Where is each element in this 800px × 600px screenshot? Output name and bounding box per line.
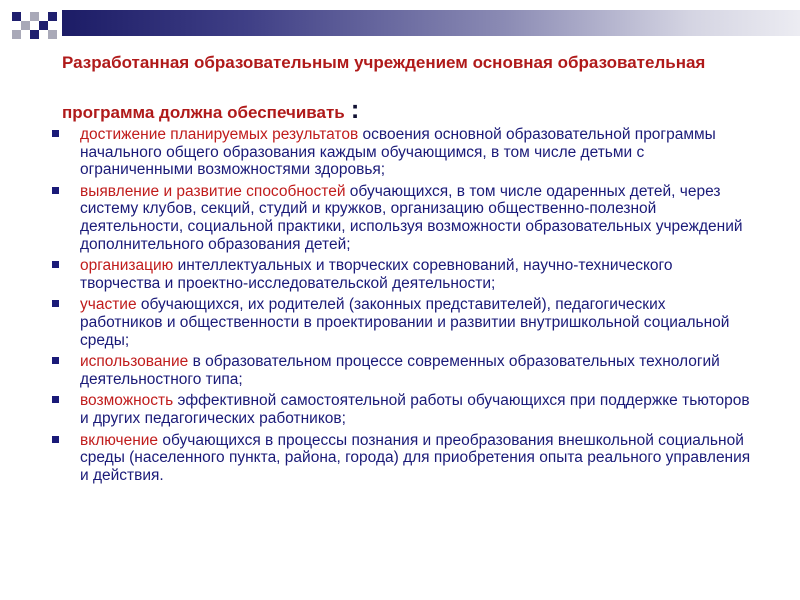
bullet-item (52, 257, 752, 292)
corner-square-decoration (48, 30, 57, 39)
slide-title-text: Разработанная образовательным учреждением основная образовательная программа должна обеспечивать (62, 53, 706, 122)
corner-square-decoration (21, 21, 30, 30)
slide-title-colon: : (350, 94, 360, 124)
bullet-key-phrase: возможность (80, 392, 174, 410)
bullet-list (52, 126, 752, 488)
bullet-key-phrase: организацию (80, 257, 174, 275)
corner-square-decoration (48, 12, 57, 21)
bullet-item (52, 392, 752, 427)
slide-title (62, 40, 762, 136)
bullet-item (52, 432, 752, 485)
bullet-text: обучающихся в процессы познания и преобразования внешкольной социальной среды (населенного пункта, района, города) для приобретения опыта реального управления и действия. (80, 431, 751, 484)
bullet-square-icon (52, 300, 59, 307)
bullet-key-phrase: включение (80, 431, 159, 449)
bullet-square-icon (52, 436, 59, 443)
corner-square-decoration (30, 30, 39, 39)
bullet-square-icon (52, 357, 59, 364)
bullet-item (52, 126, 752, 179)
corner-square-decoration (12, 30, 21, 39)
bullet-text: интеллектуальных и творческих соревнований, научно-технического творчества и проектно-исследовательской деятельности; (80, 257, 673, 292)
bullet-text: обучающихся, в том числе одаренных детей, через систему клубов, секций, студий и кружков, организацию общественно-полезной деятельности, социальной практики, используя возможности образовательных учреждений дополнительного образования детей; (80, 182, 743, 253)
bullet-square-icon (52, 261, 59, 268)
bullet-key-phrase: выявление и развитие способностей (80, 182, 346, 200)
bullet-item (52, 183, 752, 253)
bullet-square-icon (52, 130, 59, 137)
bullet-text: в образовательном процессе современных образовательных технологий деятельностного типа; (80, 353, 720, 388)
bullet-key-phrase: использование (80, 353, 189, 371)
bullet-text: обучающихся, их родителей (законных представителей), педагогических работников и общественности в проектировании и развитии внутришкольной социальной среды; (80, 296, 730, 349)
bullet-square-icon (52, 396, 59, 403)
bullet-item (52, 353, 752, 388)
bullet-square-icon (52, 187, 59, 194)
corner-square-decoration (39, 21, 48, 30)
bullet-item (52, 296, 752, 349)
bullet-text: освоения основной образовательной программы начального общего образования каждым обучающимся, в том числе детьми с ограниченными возможностями здоровья; (80, 126, 716, 179)
corner-square-decoration (12, 12, 21, 21)
bullet-key-phrase: достижение планируемых результатов (80, 126, 359, 143)
corner-square-decoration (30, 12, 39, 21)
bullet-text: эффективной самостоятельной работы обучающихся при поддержке тьюторов и других педагогических работников; (80, 392, 750, 427)
bullet-key-phrase: участие (80, 296, 137, 314)
header-gradient-bar (62, 10, 800, 36)
